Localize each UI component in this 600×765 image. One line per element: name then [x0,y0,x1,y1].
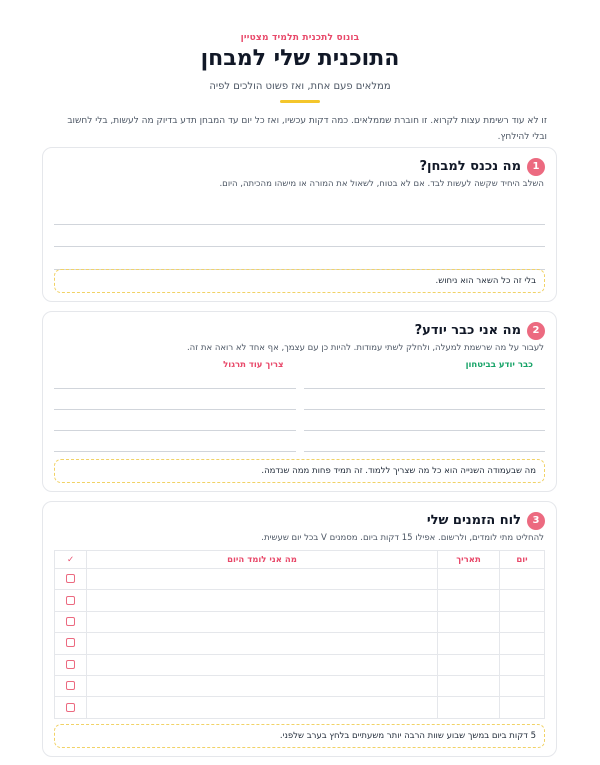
section-2-note: מה שבעמודה השנייה הוא כל מה שצריך ללמוד. זה תמיד פחות ממה שנדמה. [54,459,545,483]
table-row [55,654,545,675]
table-row [55,569,545,590]
section-what-is-on-exam [42,147,557,302]
writing-line[interactable] [54,451,296,452]
done-checkbox[interactable] [66,617,75,626]
section-2-header [43,312,556,340]
section-3-header [43,502,556,530]
table-header-row [55,551,545,569]
done-checkbox[interactable] [66,703,75,712]
check-cell [55,654,87,675]
date-cell[interactable] [438,633,500,654]
check-cell [55,590,87,611]
day-cell[interactable] [500,654,545,675]
page-subtitle: ממלאים פעם אחת, ואז פשוט הולכים לפיה [209,81,391,92]
writing-line[interactable] [304,451,546,452]
bonus-eyebrow: בונוס לתכנית תלמיד מצטיין [240,33,360,43]
done-checkbox[interactable] [66,660,75,669]
check-cell [55,633,87,654]
day-cell[interactable] [500,611,545,632]
intro-text: זו לא עוד רשימת עצות לקרוא. זו חוברת שממלאים. כמה דקות עכשיו, ואז כל יום עד המבחן תדע בדיוק מה לעשות, בלי לחשוב ובלי להילחץ. [67,116,547,142]
check-cell [55,569,87,590]
done-checkbox[interactable] [66,596,75,605]
check-cell [55,697,87,718]
done-checkbox[interactable] [66,574,75,583]
known-column [304,358,546,452]
day-cell[interactable] [500,633,545,654]
topic-cell[interactable] [87,654,438,675]
column-header-check: ✓ [55,551,87,569]
section-1-header [43,148,556,176]
done-checkbox[interactable] [66,638,75,647]
table-row [55,611,545,632]
topic-cell[interactable] [87,633,438,654]
topic-cell[interactable] [87,611,438,632]
topic-cell[interactable] [87,675,438,696]
section-1-note: בלי זה כל השאר הוא ניחוש. [54,269,545,293]
column-header-topic: מה אני לומד היום [87,551,438,569]
section-1-description: השלב היחיד שקשה לעשות לבד. אם לא בטוח, לשאול את המורה או מישהו מהכיתה, היום. [219,179,544,189]
writing-line[interactable] [54,430,296,431]
writing-line[interactable] [54,224,545,225]
topic-cell[interactable] [87,590,438,611]
day-cell[interactable] [500,569,545,590]
done-checkbox[interactable] [66,681,75,690]
study-schedule-table [54,550,545,719]
section-3-description: להחליט מתי לומדים, ולרשום. אפילו 15 דקות ביום. מסמנים V בכל יום שעשית. [261,533,544,543]
topic-cell[interactable] [87,697,438,718]
writing-line[interactable] [54,246,545,247]
section-3-title: לוח הזמנים שלי [426,513,521,528]
table-row [55,697,545,718]
column-header-day: יום [500,551,545,569]
section-1-title: מה נכנס למבחן? [419,159,521,174]
date-cell[interactable] [438,697,500,718]
section-3-number-badge: 3 [527,512,545,530]
section-1-writing-lines [43,224,556,270]
writing-line[interactable] [304,430,546,431]
date-cell[interactable] [438,611,500,632]
date-cell[interactable] [438,675,500,696]
check-cell [55,675,87,696]
section-what-i-know [42,311,557,492]
section-2-number-badge: 2 [527,322,545,340]
schedule-rows [55,569,545,719]
day-cell[interactable] [500,697,545,718]
section-3-note: 5 דקות ביום במשך שבוע שוות הרבה יותר משעתיים בלחץ בערב שלפני. [54,724,545,748]
practice-column-header: צריך עוד תרגול [223,360,284,370]
page-title: התוכנית שלי למבחן [200,46,400,71]
table-row [55,633,545,654]
writing-line[interactable] [304,409,546,410]
practice-column [54,358,296,452]
date-cell[interactable] [438,654,500,675]
date-cell[interactable] [438,590,500,611]
check-cell [55,611,87,632]
table-row [55,590,545,611]
section-2-description: לעבור על מה שרשמת למעלה, ולחלק לשתי עמודות. להיות כן עם עצמך, אף אחד לא רואה את זה. [186,343,544,353]
day-cell[interactable] [500,590,545,611]
section-2-title: מה אני כבר יודע? [414,323,521,338]
column-header-date: תאריך [438,551,500,569]
topic-cell[interactable] [87,569,438,590]
known-column-header: כבר יודע בביטחון [465,360,533,370]
writing-line[interactable] [54,388,296,389]
writing-line[interactable] [304,388,546,389]
table-row [55,675,545,696]
date-cell[interactable] [438,569,500,590]
section-1-number-badge: 1 [527,158,545,176]
section-my-schedule [42,501,557,757]
knowledge-columns [43,358,556,452]
writing-line[interactable] [54,409,296,410]
day-cell[interactable] [500,675,545,696]
